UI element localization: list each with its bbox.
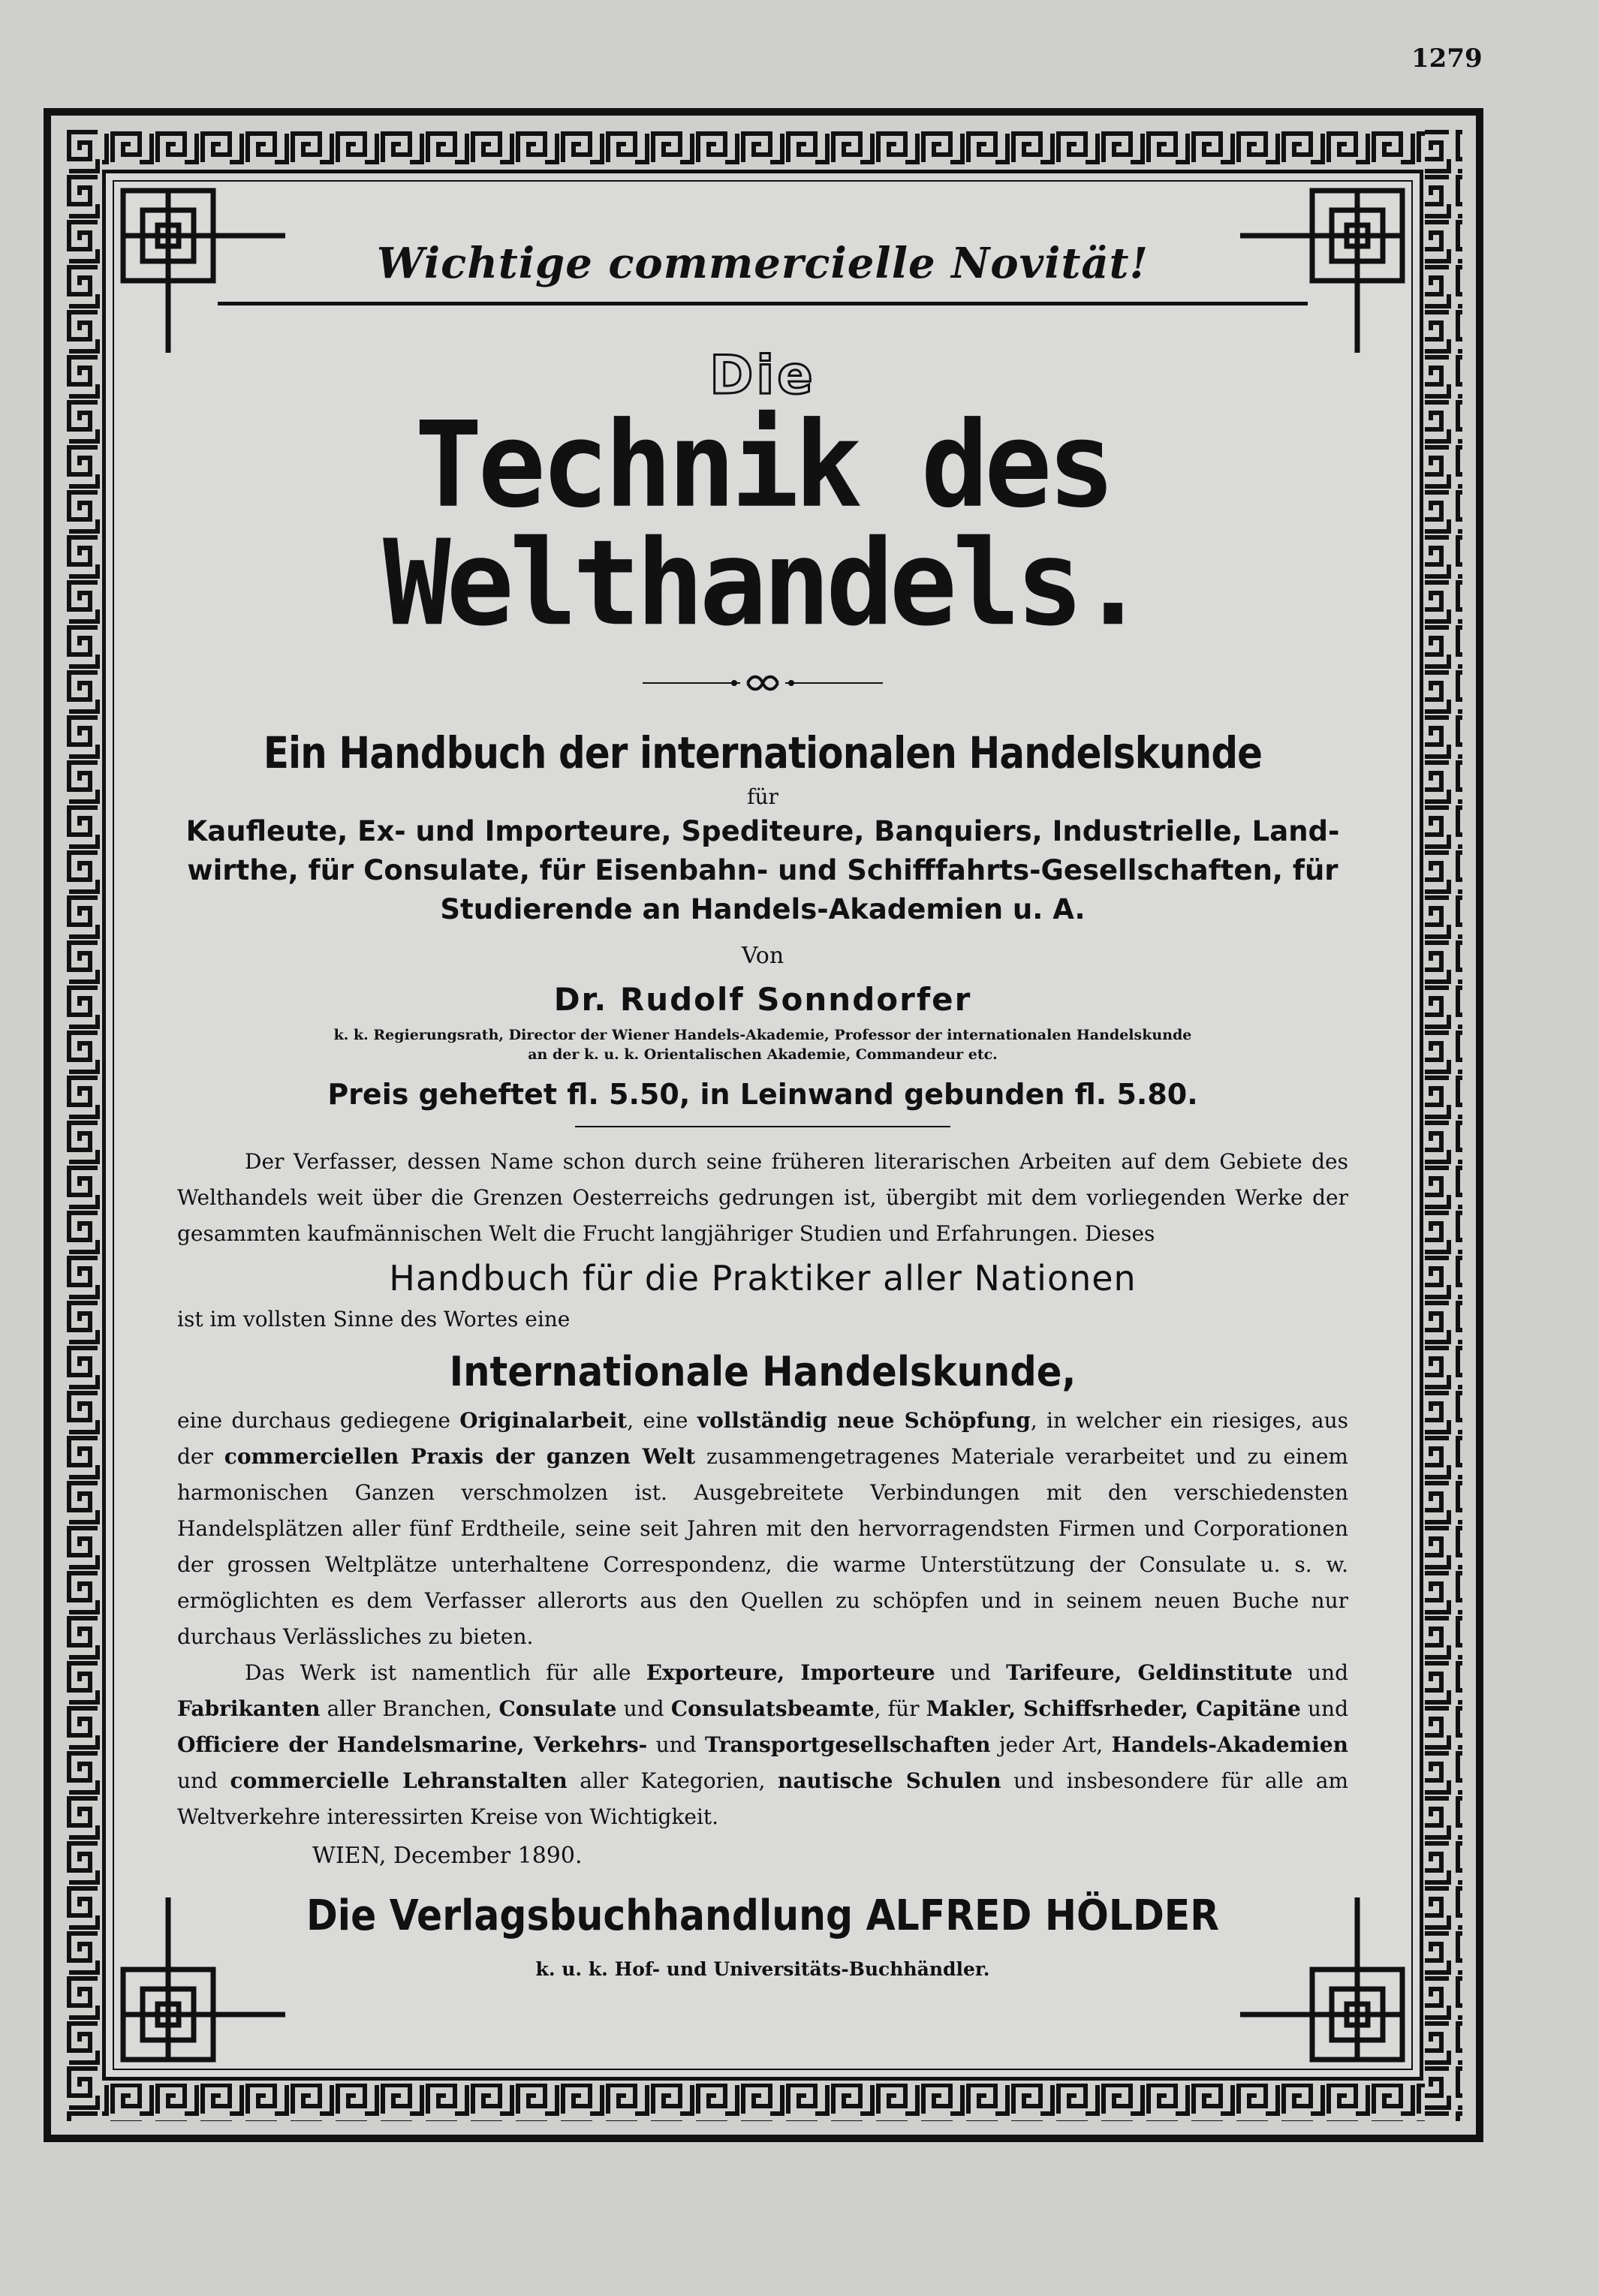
heading-handbuch: Handbuch für die Praktiker aller Nationen (389, 1258, 1137, 1298)
emphasis: Fabrikanten (177, 1696, 321, 1721)
paragraph-description (177, 1403, 1348, 1655)
text: und (647, 1732, 705, 1757)
author-credentials (177, 1025, 1348, 1064)
text: und (177, 1768, 230, 1793)
emphasis: Exporteure, Importeure (646, 1660, 935, 1685)
emphasis: nautische Schulen (777, 1768, 1001, 1793)
emphasis: Consulatsbeamte (670, 1696, 875, 1721)
page-number: 1279 (1411, 44, 1483, 74)
heading-international: Internationale Handelskunde, (449, 1348, 1077, 1395)
emphasis: Consulate (498, 1696, 617, 1721)
title-article: Die (709, 345, 816, 406)
dateline: WIEN, December 1890. (312, 1843, 583, 1869)
paragraph-audience (177, 1655, 1348, 1835)
text: und (616, 1696, 671, 1721)
emphasis: Tarifeure, Geldinstitute (1006, 1660, 1293, 1685)
text: jeder Art, (990, 1732, 1112, 1757)
emphasis: Makler, Schiffsrheder, Capitäne (926, 1696, 1301, 1721)
text: und insbesondere für alle am Weltverkehre interessirten Kreise von Wichtigkeit. (177, 1768, 1349, 1829)
text: und (1300, 1696, 1349, 1721)
text: zusammengetragenes Materiale verarbeitet und zu einem harmonischen Ganzen verschmolzen ist. Ausgebreitete Verbindungen mit den verschiedensten Handelsplätzen aller fünf Erdtheile, seine seit Jahren mit den hervorragendsten Firmen und Corporationen der grossen Weltplätze unterhaltene Correspondenz, die warme Unterstützung der Consulate u. s. w. ermöglichten es dem Verfasser allerorts aus den Quellen zu schöpfen und in seinem neuen Buche nur durchaus Verlässliches zu bieten. (177, 1444, 1348, 1649)
paragraph-intro: Der Verfasser, dessen Name schon durch seine früheren literarischen Arbeiten auf dem Gebiete des Welthandels weit über die Grenzen Oesterreichs gedrungen ist, übergibt mit dem vorliegenden Werke der gesammten kaufmännischen Welt die Frucht langjähriger Studien und Erfahrungen. Dieses (177, 1149, 1348, 1246)
text: , für (874, 1696, 926, 1721)
audience-line: wirthe, für Consulate, für Eisenbahn- und Schifffahrts-Gesellschaften, für (187, 854, 1339, 886)
emphasis: vollständig neue Schöpfung (697, 1408, 1031, 1433)
price-rule (575, 1126, 950, 1127)
text: , in welcher ein riesiges, aus der (177, 1408, 1348, 1469)
author-credentials-line: an der k. u. k. Orientalischen Akademie, Commandeur etc. (528, 1046, 998, 1063)
publisher-subtitle: k. u. k. Hof- und Universitäts-Buchhändler. (535, 1958, 990, 1980)
subtitle: Ein Handbuch der internationalen Handelskunde (263, 727, 1263, 778)
price-line: Preis geheftet fl. 5.50, in Leinwand gebunden fl. 5.80. (327, 1078, 1198, 1111)
byline-von: Von (741, 943, 784, 969)
text: und (1292, 1660, 1348, 1685)
advertisement-content (177, 218, 1348, 1980)
emphasis: commercielle Lehranstalten (230, 1768, 568, 1793)
text: eine durchaus gediegene (177, 1408, 460, 1433)
audience-line: Kaufleute, Ex- und Importeure, Spediteure, Banquiers, Industrielle, Land- (185, 815, 1340, 847)
emphasis: Originalarbeit (459, 1408, 628, 1433)
author-credentials-line: k. k. Regierungsrath, Director der Wiener Handels-Akademie, Professor der internationalen Handelskunde (333, 1027, 1192, 1043)
text: aller Branchen, (320, 1696, 499, 1721)
text: , eine (627, 1408, 697, 1433)
text: Das Werk ist namentlich für alle (245, 1660, 646, 1685)
subtitle-fuer: für (747, 784, 778, 809)
text: aller Kategorien, (567, 1768, 778, 1793)
text: und (935, 1660, 1007, 1685)
main-title: Technik des Welthandels. (383, 396, 1143, 653)
tagline: Wichtige commercielle Novität! (376, 239, 1149, 288)
line-ist: ist im vollsten Sinne des Wortes eine (177, 1307, 571, 1332)
audience-line: Studierende an Handels-Akademien u. A. (440, 893, 1086, 925)
emphasis: Transportgesellschaften (704, 1732, 991, 1757)
emphasis: commerciellen Praxis der ganzen Welt (224, 1444, 696, 1469)
author-name: Dr. Rudolf Sonndorfer (553, 981, 972, 1018)
tagline-rule (218, 302, 1308, 305)
emphasis: Handels-Akademien (1111, 1732, 1348, 1757)
divider-ornament (643, 672, 883, 694)
audience-list (177, 812, 1348, 929)
publisher: Die Verlagsbuchhandlung ALFRED HÖLDER (306, 1891, 1220, 1940)
emphasis: Officiere der Handelsmarine, Verkehrs- (177, 1732, 648, 1757)
